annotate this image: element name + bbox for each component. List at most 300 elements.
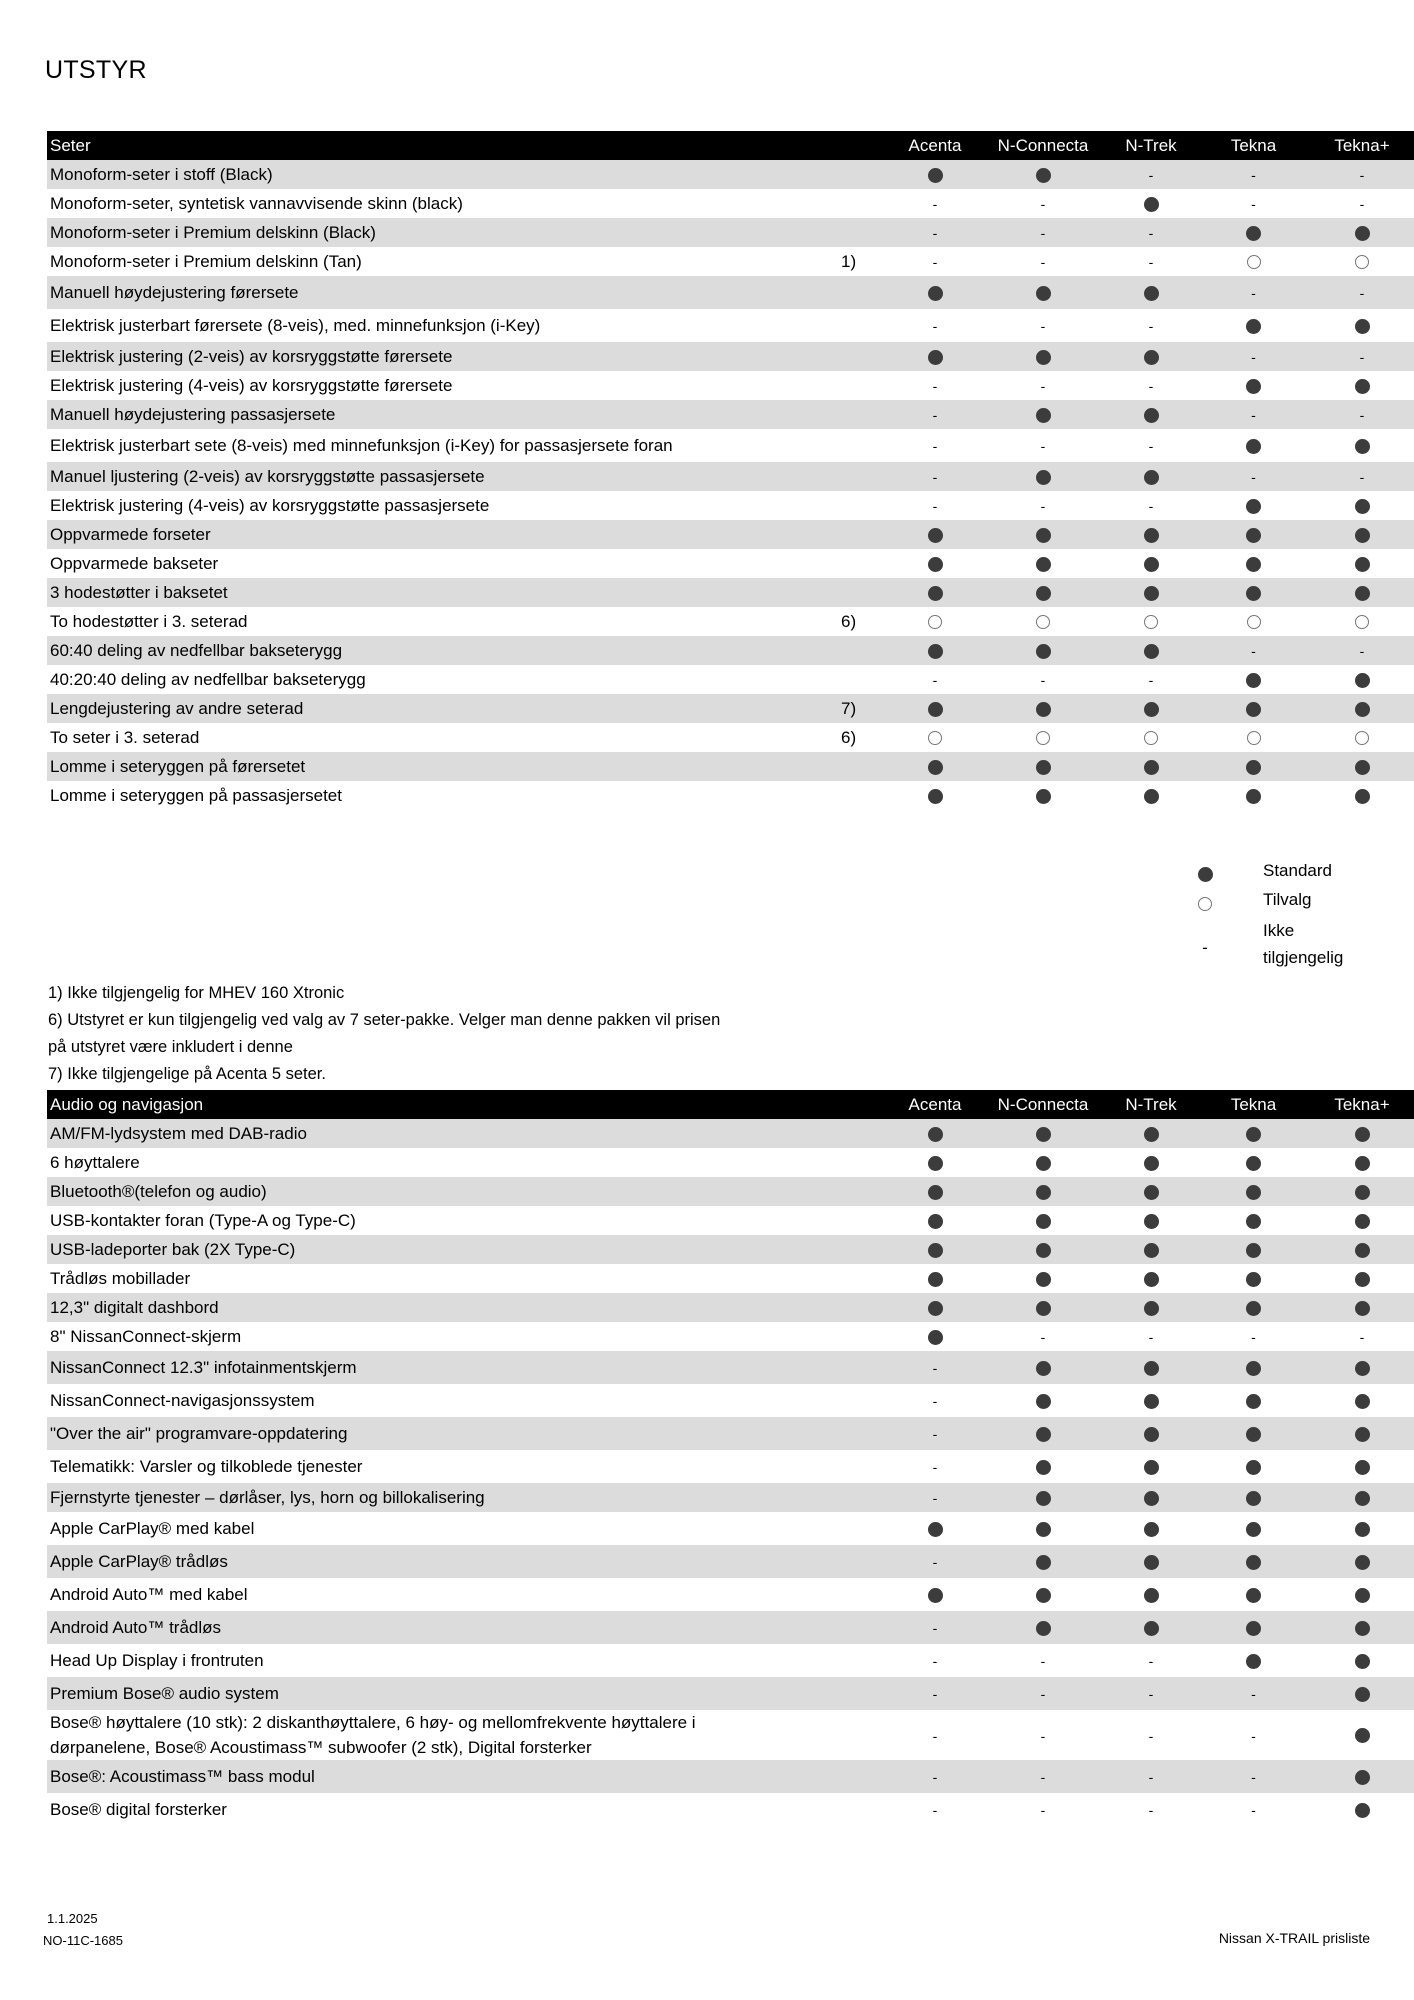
standard-dot-icon [1246, 789, 1261, 804]
not-available-dash-icon: - [1359, 643, 1365, 660]
standard-dot-icon [1144, 789, 1159, 804]
standard-dot-icon [928, 1272, 943, 1287]
col-acenta: Acenta [887, 1090, 983, 1119]
row-footnote-ref [789, 1148, 887, 1177]
optional-ring-icon [1144, 731, 1158, 745]
not-available-dash-icon: - [1040, 254, 1046, 271]
row-label: Apple CarPlay® med kabel [47, 1512, 789, 1545]
row-label: NissanConnect 12.3" infotainmentskjerm [47, 1351, 789, 1384]
standard-dot-icon [1246, 1361, 1261, 1376]
row-footnote-ref [789, 1710, 887, 1760]
standard-dot-icon [1355, 1243, 1370, 1258]
standard-dot-icon [1246, 1272, 1261, 1287]
standard-dot-icon [928, 557, 943, 572]
row-footnote-ref [789, 309, 887, 342]
not-available-dash-icon: - [932, 1620, 938, 1637]
standard-dot-icon [928, 1156, 943, 1171]
col-tekna: Tekna [1199, 131, 1308, 160]
standard-dot-icon [1246, 1214, 1261, 1229]
standard-dot-icon [1144, 1127, 1159, 1142]
row-label: Elektrisk justering (4-veis) av korsryggstøtte førersete [47, 371, 789, 400]
audio-table [47, 1090, 1414, 1826]
not-available-dash-icon: - [1148, 1802, 1154, 1819]
standard-dot-icon [1355, 1127, 1370, 1142]
row-label: Elektrisk justering (4-veis) av korsryggstøtte passasjersete [47, 491, 789, 520]
standard-dot-icon [928, 1214, 943, 1229]
standard-dot-icon [1355, 1491, 1370, 1506]
table-row [47, 491, 1414, 520]
row-label: Monoform-seter, syntetisk vannavvisende skinn (black) [47, 189, 789, 218]
col-n-trek: N-Trek [1103, 131, 1199, 160]
footer-date: 1.1.2025 [47, 1911, 98, 1926]
row-label: To seter i 3. seterad [47, 723, 789, 752]
col-n-connecta: N-Connecta [983, 131, 1103, 160]
not-available-dash-icon: - [1251, 407, 1256, 424]
standard-dot-icon [1036, 702, 1051, 717]
row-label: Android Auto™ med kabel [47, 1578, 789, 1611]
row-footnote-ref [789, 1417, 887, 1450]
row-label: Bose®: Acoustimass™ bass modul [47, 1760, 789, 1793]
row-label: Bose® digital forsterker [47, 1793, 789, 1826]
row-footnote-ref [789, 371, 887, 400]
row-label: Premium Bose® audio system [47, 1677, 789, 1710]
standard-dot-icon [1355, 1156, 1370, 1171]
not-available-dash-icon: - [1148, 1769, 1154, 1786]
footer-doc-title: Nissan X-TRAIL prisliste [1218, 1930, 1370, 1946]
row-label: Fjernstyrte tjenester – dørlåser, lys, horn og billokalisering [47, 1483, 789, 1512]
standard-dot-icon [1144, 702, 1159, 717]
standard-dot-icon [1036, 644, 1051, 659]
standard-dot-icon [1246, 1394, 1261, 1409]
optional-ring-icon [1247, 255, 1261, 269]
row-label: 60:40 deling av nedfellbar bakseterygg [47, 636, 789, 665]
standard-dot-icon [1144, 1555, 1159, 1570]
standard-dot-icon [1246, 379, 1261, 394]
standard-dot-icon [1246, 319, 1261, 334]
standard-dot-icon [1036, 789, 1051, 804]
table-row [47, 1206, 1414, 1235]
row-footnote-ref [789, 1235, 887, 1264]
seats-heading: Seter [47, 131, 789, 160]
standard-dot-icon [928, 586, 943, 601]
row-footnote-ref [789, 1512, 887, 1545]
table-row [47, 400, 1414, 429]
row-label: Elektrisk justerbart sete (8-veis) med minnefunksjon (i-Key) for passasjersete foran [47, 429, 789, 462]
table-row [47, 1351, 1414, 1384]
table-row [47, 1119, 1414, 1148]
not-available-dash-icon: - [932, 378, 938, 395]
not-available-dash-icon: - [1148, 1686, 1154, 1703]
footer-code: NO-11C-1685 [43, 1933, 123, 1948]
standard-dot-icon [1355, 439, 1370, 454]
not-available-dash-icon: - [1040, 318, 1046, 335]
not-available-dash-icon: - [1359, 349, 1365, 366]
table-row [47, 309, 1414, 342]
table-row [47, 189, 1414, 218]
standard-dot-icon [1355, 673, 1370, 688]
row-footnote-ref [789, 400, 887, 429]
col-n-connecta: N-Connecta [983, 1090, 1103, 1119]
standard-dot-icon [1036, 470, 1051, 485]
not-available-dash-icon: - [1148, 438, 1154, 455]
not-available-dash-icon: - [1251, 1769, 1256, 1786]
not-available-dash-icon: - [1148, 318, 1154, 335]
standard-dot-icon [1355, 789, 1370, 804]
row-label: Elektrisk justering (2-veis) av korsryggstøtte førersete [47, 342, 789, 371]
col-tekna-plus: Tekna+ [1308, 131, 1414, 160]
row-label: AM/FM-lydsystem med DAB-radio [47, 1119, 789, 1148]
legend-ikke-line1: Ikke [1263, 921, 1295, 940]
standard-dot-icon [1144, 1272, 1159, 1287]
row-label: Head Up Display i frontruten [47, 1644, 789, 1677]
row-footnote-ref [789, 1545, 887, 1578]
not-available-dash-icon: - [1359, 407, 1365, 424]
row-footnote-ref [789, 665, 887, 694]
standard-dot-icon [1355, 1654, 1370, 1669]
standard-dot-icon [1036, 1361, 1051, 1376]
not-available-dash-icon: - [1148, 1329, 1154, 1346]
table-row [47, 462, 1414, 491]
row-label: Lomme i seteryggen på førersetet [47, 752, 789, 781]
row-label: Monoform-seter i Premium delskinn (Tan) [47, 247, 789, 276]
standard-dot-icon [1144, 470, 1159, 485]
not-available-dash-icon: - [1251, 196, 1256, 213]
standard-dot-icon [1144, 1491, 1159, 1506]
standard-dot-icon [1144, 1460, 1159, 1475]
not-available-dash-icon: - [1359, 1329, 1365, 1346]
standard-dot-icon [1144, 1427, 1159, 1442]
row-label: Bluetooth®(telefon og audio) [47, 1177, 789, 1206]
not-available-dash-icon: - [1040, 1329, 1046, 1346]
row-label: 3 hodestøtter i baksetet [47, 578, 789, 607]
standard-dot-icon [1036, 1555, 1051, 1570]
standard-dot-icon [1036, 760, 1051, 775]
row-footnote-ref [789, 1677, 887, 1710]
standard-dot-icon [1036, 1185, 1051, 1200]
standard-dot-icon [928, 1522, 943, 1537]
not-available-dash-icon: - [1148, 225, 1154, 242]
row-footnote-ref: 1) [789, 247, 887, 276]
not-available-dash-icon: - [932, 196, 938, 213]
row-label: Lengdejustering av andre seterad [47, 694, 789, 723]
not-available-dash-icon: - [1040, 1686, 1046, 1703]
row-footnote-ref [789, 752, 887, 781]
standard-dot-icon [1144, 408, 1159, 423]
standard-dot-icon [1355, 1272, 1370, 1287]
col-n-trek: N-Trek [1103, 1090, 1199, 1119]
seats-table-header [47, 131, 1414, 160]
row-label: 8" NissanConnect-skjerm [47, 1322, 789, 1351]
table-row [47, 1677, 1414, 1710]
row-label: 12,3" digitalt dashbord [47, 1293, 789, 1322]
standard-dot-icon [1036, 408, 1051, 423]
standard-dot-icon [928, 1127, 943, 1142]
standard-dot-icon [1036, 1272, 1051, 1287]
not-available-dash-icon: - [1040, 196, 1046, 213]
standard-dot-icon [1036, 1491, 1051, 1506]
standard-dot-icon [1036, 1127, 1051, 1142]
table-row [47, 1293, 1414, 1322]
standard-dot-icon [1246, 1243, 1261, 1258]
not-available-dash-icon: - [932, 254, 938, 271]
table-row [47, 1235, 1414, 1264]
not-available-dash-icon: - [1251, 1686, 1256, 1703]
row-label: Trådløs mobillader [47, 1264, 789, 1293]
footnote-6-line2: på utstyret være inkludert i denne [48, 1038, 293, 1056]
col-tekna-plus: Tekna+ [1308, 1090, 1414, 1119]
standard-dot-icon [1246, 499, 1261, 514]
standard-dot-icon [928, 1185, 943, 1200]
legend-ikke [1263, 917, 1343, 971]
row-label: Oppvarmede forseter [47, 520, 789, 549]
table-row [47, 752, 1414, 781]
standard-dot-icon [1036, 1243, 1051, 1258]
row-label: Telematikk: Varsler og tilkoblede tjenester [47, 1450, 789, 1483]
standard-dot-icon [1355, 1394, 1370, 1409]
row-label: Monoform-seter i stoff (Black) [47, 160, 789, 189]
standard-dot-icon [1246, 1654, 1261, 1669]
not-available-dash-icon: - [932, 1554, 938, 1571]
not-available-dash-icon: - [1202, 938, 1208, 957]
not-available-dash-icon: - [1359, 469, 1365, 486]
standard-dot-icon [1355, 760, 1370, 775]
table-row [47, 1611, 1414, 1644]
optional-ring-icon [1036, 731, 1050, 745]
not-available-dash-icon: - [1040, 1769, 1046, 1786]
not-available-dash-icon: - [1251, 1802, 1256, 1819]
table-row [47, 694, 1414, 723]
row-footnote-ref [789, 1322, 887, 1351]
standard-dot-icon [1246, 1427, 1261, 1442]
optional-ring-icon [928, 615, 942, 629]
table-row [47, 342, 1414, 371]
row-footnote-ref: 6) [789, 607, 887, 636]
row-footnote-ref [789, 1793, 887, 1826]
standard-dot-icon [1144, 1214, 1159, 1229]
standard-dot-icon [1246, 1621, 1261, 1636]
standard-dot-icon [928, 528, 943, 543]
not-available-dash-icon: - [1148, 167, 1154, 184]
table-row [47, 371, 1414, 400]
footnote-1: 1) Ikke tilgjengelig for MHEV 160 Xtronic [48, 984, 345, 1002]
row-label: USB-ladeporter bak (2X Type-C) [47, 1235, 789, 1264]
standard-dot-icon [1144, 586, 1159, 601]
row-label: Android Auto™ trådløs [47, 1611, 789, 1644]
table-row [47, 1512, 1414, 1545]
standard-dot-icon [1144, 1621, 1159, 1636]
row-label: USB-kontakter foran (Type-A og Type-C) [47, 1206, 789, 1235]
footnote-7: 7) Ikke tilgjengelige på Acenta 5 seter. [48, 1065, 326, 1083]
row-footnote-ref [789, 520, 887, 549]
not-available-dash-icon: - [932, 1490, 938, 1507]
standard-dot-icon [1198, 867, 1213, 882]
table-row [47, 247, 1414, 276]
standard-dot-icon [1036, 286, 1051, 301]
not-available-dash-icon: - [932, 1727, 938, 1744]
standard-dot-icon [1355, 1522, 1370, 1537]
standard-dot-icon [1246, 673, 1261, 688]
table-row [47, 1710, 1414, 1760]
row-footnote-ref [789, 1760, 887, 1793]
row-footnote-ref: 6) [789, 723, 887, 752]
not-available-dash-icon: - [1040, 498, 1046, 515]
optional-ring-icon [1198, 897, 1212, 911]
not-available-dash-icon: - [1148, 254, 1154, 271]
row-label: Lomme i seteryggen på passasjersetet [47, 781, 789, 810]
standard-dot-icon [1246, 1588, 1261, 1603]
table-row [47, 636, 1414, 665]
table-row [47, 578, 1414, 607]
standard-dot-icon [1355, 1460, 1370, 1475]
row-label: Manuell høydejustering førersete [47, 276, 789, 309]
page-title: UTSTYR [45, 56, 147, 84]
row-footnote-ref [789, 342, 887, 371]
row-label: NissanConnect-navigasjonssystem [47, 1384, 789, 1417]
optional-ring-icon [928, 731, 942, 745]
row-footnote-ref [789, 429, 887, 462]
standard-dot-icon [1246, 528, 1261, 543]
not-available-dash-icon: - [1359, 196, 1365, 213]
standard-dot-icon [1246, 702, 1261, 717]
row-label: Manuel ljustering (2-veis) av korsryggstøtte passasjersete [47, 462, 789, 491]
not-available-dash-icon: - [1040, 1802, 1046, 1819]
standard-dot-icon [1246, 1555, 1261, 1570]
standard-dot-icon [1036, 1621, 1051, 1636]
table-row [47, 1450, 1414, 1483]
not-available-dash-icon: - [932, 1653, 938, 1670]
not-available-dash-icon: - [932, 1459, 938, 1476]
standard-dot-icon [928, 760, 943, 775]
legend-standard: Standard [1263, 861, 1332, 880]
not-available-dash-icon: - [1040, 672, 1046, 689]
not-available-dash-icon: - [932, 1686, 938, 1703]
standard-dot-icon [1144, 1156, 1159, 1171]
standard-dot-icon [1355, 1361, 1370, 1376]
table-row [47, 1322, 1414, 1351]
not-available-dash-icon: - [932, 1426, 938, 1443]
row-label: Monoform-seter i Premium delskinn (Black) [47, 218, 789, 247]
standard-dot-icon [1246, 1127, 1261, 1142]
standard-dot-icon [928, 1301, 943, 1316]
row-footnote-ref [789, 1611, 887, 1644]
row-label: Manuell høydejustering passasjersete [47, 400, 789, 429]
row-footnote-ref [789, 1119, 887, 1148]
audio-heading: Audio og navigasjon [47, 1090, 789, 1119]
standard-dot-icon [1144, 644, 1159, 659]
row-footnote-ref [789, 781, 887, 810]
table-row [47, 607, 1414, 636]
standard-dot-icon [1036, 1522, 1051, 1537]
row-footnote-ref [789, 189, 887, 218]
not-available-dash-icon: - [1148, 1653, 1154, 1670]
standard-dot-icon [1036, 350, 1051, 365]
standard-dot-icon [1246, 1522, 1261, 1537]
footnote-6-line1: 6) Utstyret er kun tilgjengelig ved valg av 7 seter-pakke. Velger man denne pakken vil prisen [48, 1011, 721, 1029]
row-label: 40:20:40 deling av nedfellbar bakseterygg [47, 665, 789, 694]
table-row [47, 1578, 1414, 1611]
standard-dot-icon [1355, 1185, 1370, 1200]
standard-dot-icon [1246, 1301, 1261, 1316]
row-footnote-ref [789, 491, 887, 520]
standard-dot-icon [1355, 586, 1370, 601]
standard-dot-icon [1036, 586, 1051, 601]
row-footnote-ref: 7) [789, 694, 887, 723]
table-row [47, 276, 1414, 309]
table-row [47, 1644, 1414, 1677]
standard-dot-icon [1144, 528, 1159, 543]
row-footnote-ref [789, 1384, 887, 1417]
standard-dot-icon [1144, 1185, 1159, 1200]
not-available-dash-icon: - [932, 1802, 938, 1819]
row-footnote-ref [789, 462, 887, 491]
row-footnote-ref [789, 578, 887, 607]
table-row [47, 723, 1414, 752]
standard-dot-icon [1036, 168, 1051, 183]
standard-dot-icon [1355, 1621, 1370, 1636]
not-available-dash-icon: - [1251, 469, 1256, 486]
optional-ring-icon [1355, 731, 1369, 745]
row-footnote-ref [789, 636, 887, 665]
seats-table [47, 131, 1414, 810]
standard-dot-icon [1355, 557, 1370, 572]
not-available-dash-icon: - [1251, 167, 1256, 184]
standard-dot-icon [1355, 1427, 1370, 1442]
not-available-dash-icon: - [1359, 167, 1365, 184]
not-available-dash-icon: - [1148, 1727, 1154, 1744]
footnotes [48, 980, 828, 1088]
standard-dot-icon [1036, 1301, 1051, 1316]
table-row [47, 1417, 1414, 1450]
standard-dot-icon [1355, 1770, 1370, 1785]
standard-dot-icon [1355, 1803, 1370, 1818]
optional-ring-icon [1247, 731, 1261, 745]
row-label: To hodestøtter i 3. seterad [47, 607, 789, 636]
table-row [47, 1148, 1414, 1177]
standard-dot-icon [1144, 1522, 1159, 1537]
row-footnote-ref [789, 1177, 887, 1206]
standard-dot-icon [1246, 1156, 1261, 1171]
row-footnote-ref [789, 218, 887, 247]
standard-dot-icon [1246, 1185, 1261, 1200]
not-available-dash-icon: - [1251, 643, 1256, 660]
standard-dot-icon [1036, 1214, 1051, 1229]
col-tekna: Tekna [1199, 1090, 1308, 1119]
not-available-dash-icon: - [932, 1393, 938, 1410]
audio-table-header [47, 1090, 1414, 1119]
standard-dot-icon [1355, 1555, 1370, 1570]
optional-ring-icon [1355, 615, 1369, 629]
standard-dot-icon [1246, 760, 1261, 775]
not-available-dash-icon: - [1040, 1727, 1046, 1744]
not-available-dash-icon: - [1251, 1329, 1256, 1346]
standard-dot-icon [1355, 1588, 1370, 1603]
not-available-dash-icon: - [1148, 378, 1154, 395]
table-row [47, 1177, 1414, 1206]
row-label: Bose® høyttalere (10 stk): 2 diskanthøyttalere, 6 høy- og mellomfrekvente høyttalere i dørpanelene, Bose® Acoustimass™ subwoofer (2 stk), Digital forsterker [47, 1710, 789, 1760]
not-available-dash-icon: - [932, 1360, 938, 1377]
optional-ring-icon [1247, 615, 1261, 629]
standard-dot-icon [1355, 319, 1370, 334]
not-available-dash-icon: - [1148, 498, 1154, 515]
standard-dot-icon [1036, 1427, 1051, 1442]
not-available-dash-icon: - [932, 318, 938, 335]
standard-dot-icon [928, 286, 943, 301]
not-available-dash-icon: - [932, 225, 938, 242]
row-footnote-ref [789, 1578, 887, 1611]
standard-dot-icon [928, 1588, 943, 1603]
table-row [47, 549, 1414, 578]
not-available-dash-icon: - [932, 1769, 938, 1786]
